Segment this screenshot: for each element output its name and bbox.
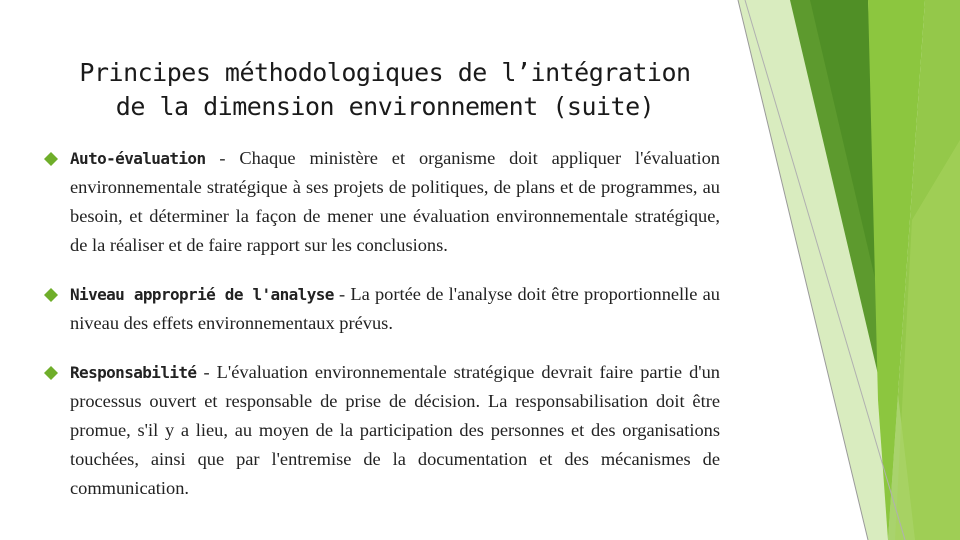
slide-title: Principes méthodologiques de l’intégration de la dimension environnement (suite)	[79, 58, 691, 121]
bullet-responsabilite	[44, 358, 720, 503]
bullet-text: - L'évaluation environnementale stratégique devrait faire partie d'un processus ouvert et responsable de prise de décision. La responsabilisation doit être promue, s'il y a lieu, au moyen de la participation des personnes et des organisations touchées, ainsi que par l'entremise de la documentation et des mécanismes de communication.	[70, 362, 720, 498]
diamond-bullet-icon	[44, 366, 58, 380]
diamond-bullet-icon	[44, 288, 58, 302]
bullet-term: Responsabilité	[70, 363, 197, 382]
diamond-bullet-icon	[44, 152, 58, 166]
green-decoration	[700, 0, 960, 540]
bullet-term: Niveau approprié de l'analyse	[70, 285, 334, 304]
bullet-auto-evaluation	[44, 144, 720, 260]
bullet-text: - La portée de l'analyse doit être proportionnelle au niveau des effets environnementaux prévus.	[70, 284, 720, 333]
bullet-term: Auto-évaluation	[70, 149, 206, 168]
bullet-list	[44, 144, 720, 523]
bullet-text: - Chaque ministère et organisme doit appliquer l'évaluation environnementale stratégique à ses projets de politiques, de plans et de programmes, au besoin, et déterminer la façon de mener une évaluation environnementale stratégique, de la réaliser et de faire rapport sur les conclusions.	[70, 148, 720, 255]
bullet-niveau-analyse	[44, 280, 720, 338]
